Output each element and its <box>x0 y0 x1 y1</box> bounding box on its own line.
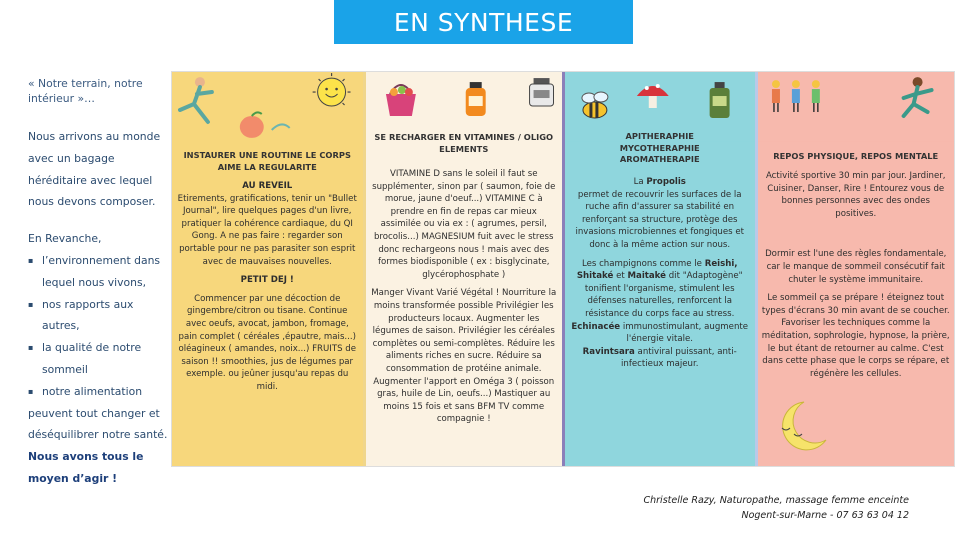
mycotherapy-heading: MYCOTHERAPHIE <box>619 142 700 153</box>
author-line: Christelle Razy, Naturopathe, massage femme enceinte <box>643 495 909 506</box>
location-phone-line: Nogent-sur-Marne - 07 63 63 04 12 <box>741 510 909 521</box>
people-runner-illustration <box>758 72 954 142</box>
propolis-line: La Propolis <box>633 177 686 187</box>
list-item: ▪ la qualité de notre sommeil <box>28 337 168 381</box>
echinacea-text: Echinacée immunostimulant, augmente l'énergie vitale. <box>571 321 749 345</box>
breakfast-text: Commencer par une décoction de gingembre/citron ou tisane. Continue avec oeufs, avocat, jambon, fromage, pain complet ( céréales ,épautre, mais...) oléagineux ( amandes, noix...) FRUITS de saison !! smoothies, jus de légumes par exemple. ou jeûner jusqu'au repas du midi. <box>178 293 357 392</box>
synthesis-poster <box>171 71 955 467</box>
vitamins-text: VITAMINE D sans le soleil il faut se supplémenter, sinon par ( saumon, foie de morue, jaune d'oeuf...) VITAMINE C à prendre en fin de repas car mieux assimilée ou via ex : ( agrumes, persil, brocolis...) MAGNESIUM fuit avec le stress donc rechargeons nous ! mais avec des formes biodisponible ( ex : bisglycinate, glycérophosphate ) <box>372 169 556 280</box>
intro-quote: « Notre terrain, notre intérieur »… <box>28 77 143 105</box>
factors-list <box>28 250 168 403</box>
list-item: ▪ nos rapports aux autres, <box>28 294 168 338</box>
panel-heading: INSTAURER UNE ROUTINE LE CORPS AIME LA REGULARITE <box>183 150 351 172</box>
yoga-sun-illustration <box>172 72 363 142</box>
sleep-preparation-text: Le sommeil ça se prépare ! éteignez tout types d'écrans 30 min avant de se coucher. Favoriser les techniques comme la méditation, sophrologie, hypnose, la prière, le but étant de retourner au calme. C'est dans cette phase que le corps se répare, et régénère les cellules. <box>761 293 950 379</box>
nutrition-text: Manger Vivant Varié Végétal ! Nourriture la moins transformée possible Privilégier les producteurs locaux. Augmenter les légumes de saison. Privilégier les céréales complètes ou semi-complètes. Réduire les aliments riches en sucre. Réduire sa consommation de protéine animale. Augmenter l'apport en Oméga 3 ( poisson gras, huile de Lin, oeufs...) Mastiquer au moins 15 fois et sans BFM TV comme compagnie ! <box>371 288 557 425</box>
panel-body <box>176 180 359 394</box>
sleeping-moon-icon <box>764 398 834 453</box>
panel-heading <box>565 131 755 166</box>
apitherapy-heading: APITHERAPHIE <box>625 131 694 141</box>
panel-body <box>762 170 950 380</box>
page-title: EN SYNTHESE <box>334 0 633 44</box>
conclusion-text: peuvent tout changer et déséquilibrer notre santé. <box>28 406 168 442</box>
morning-routine-text: Etirements, gratifications, tenir un "Bullet Journal", lire quelques pages d'un livre, pratiquer la cohérence cardiaque, du QI Gong. A ne pas faire : regarder son portable pour ne pas parasiter son esprit avec de mauvaises nouvelles. <box>177 193 357 267</box>
ravintsara-text: Ravintsara antiviral puissant, anti-infectieux majeur. <box>582 346 737 370</box>
aromatherapy-heading: AROMATHERAPIE <box>619 154 700 164</box>
list-item: ▪ l’environnement dans lequel nous vivons, <box>28 250 168 294</box>
panel-therapies <box>562 72 755 466</box>
intro-text: Nous arrivons au monde avec un bagage héréditaire avec lequel nous devons composer. <box>28 130 161 209</box>
sleep-importance-text: Dormir est l'une des règles fondamentale, car le manque de sommeil consécutif fait chuter le système immunitaire. <box>765 249 947 285</box>
call-to-action-text: Nous avons tous le moyen d’agir ! <box>28 450 144 485</box>
propolis-term: Propolis <box>646 177 686 187</box>
panel-rest <box>755 72 954 466</box>
section-heading: PETIT DEJ ! <box>240 275 294 286</box>
author-footer <box>644 493 910 523</box>
panel-vitamins <box>363 72 562 466</box>
propolis-text: permet de recouvrir les surfaces de la ruche afin d'assurer sa stabilité en renforçant sa structure, protège des invasions microbiennes et fongiques et donc à la même action sur nous. <box>575 189 745 250</box>
mushrooms-text: Les champignons comme le Reishi, Shitaké et Maitaké dit "Adaptogène" tonifient l'organisme, stimulent les défenses naturelles, renforcent la résistance du corps face au stress. <box>576 258 743 319</box>
panel-body <box>370 168 558 426</box>
en-revanche-label: En Revanche, <box>28 232 102 246</box>
panel-heading: REPOS PHYSIQUE, REPOS MENTALE <box>773 151 939 161</box>
section-heading: AU REVEIL <box>242 181 293 191</box>
activity-text: Activité sportive 30 min par jour. Jardiner, Cuisiner, Danser, Rire ! Entourez vous de bonnes personnes avec des ondes positives. <box>765 171 946 219</box>
panel-routine <box>172 72 363 466</box>
intro-column <box>28 72 168 490</box>
list-item: ▪ notre alimentation <box>28 381 168 403</box>
panel-heading: SE RECHARGER EN VITAMINES / OLIGO ELEMENTS <box>374 132 554 154</box>
panel-body <box>569 176 751 371</box>
